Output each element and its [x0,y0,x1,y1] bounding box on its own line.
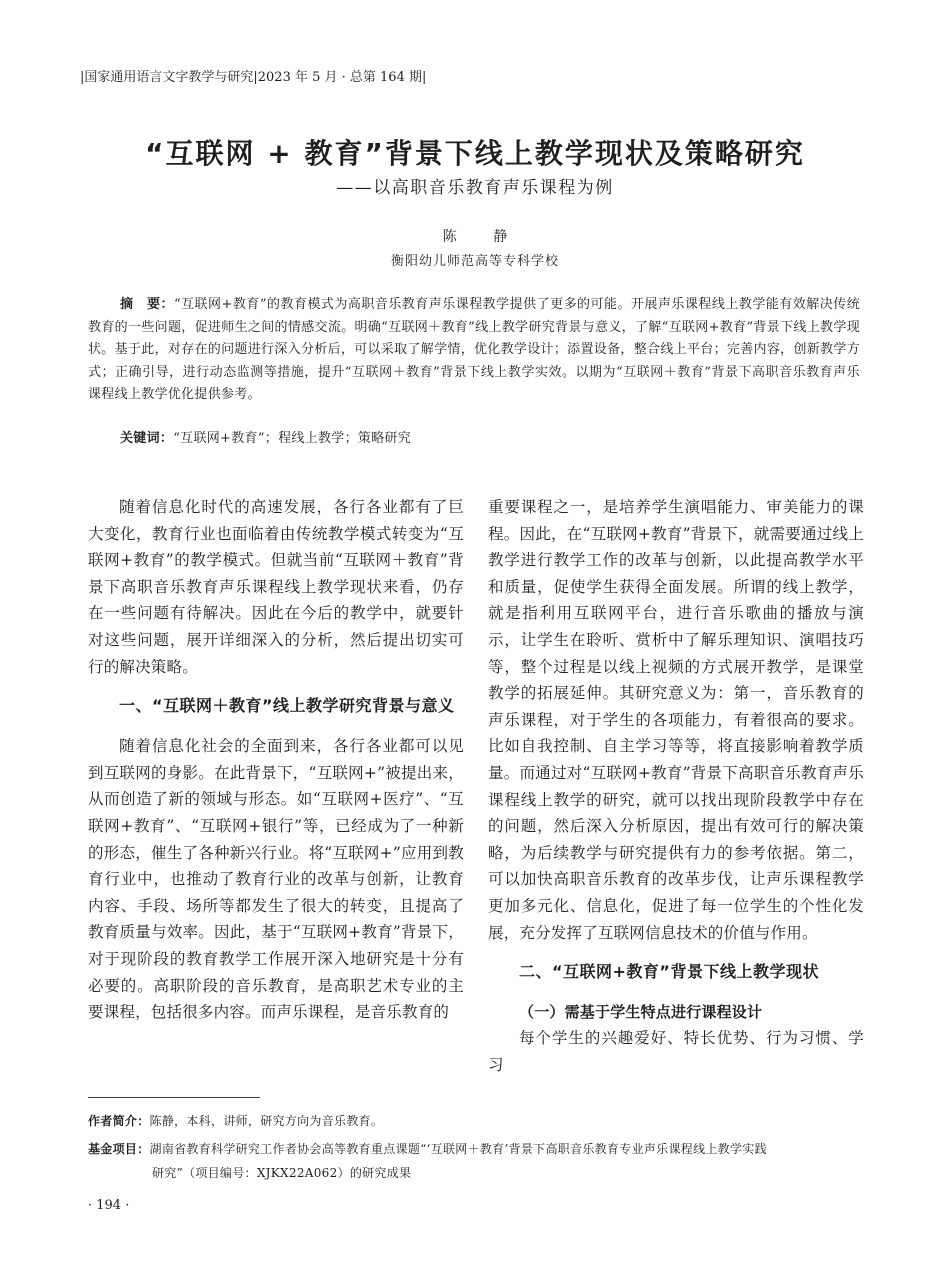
running-head: |国家通用语言文字教学与研究|2023 年 5 月 · 总第 164 期| [80,70,427,85]
abstract-label: 摘 要： [120,297,174,312]
article-subtitle: ——以高职音乐教育声乐课程为例 [336,178,614,198]
fund-footnote-continued: 研究”（项目编号：XJKX22A062）的研究成果 [152,1166,412,1180]
keywords-text: “互联网+教育”；程线上教学；策略研究 [173,431,412,446]
left-column [88,494,464,1026]
keywords [120,427,411,446]
abstract-text: “互联网+教育”的教育模式为高职音乐教育声乐课程教学提供了更多的可能。开展声乐课程线上教学能有效解决传统教育的一些问题，促进师生之间的情感交流。明确“互联网＋教育”线上教学研究背景与意义，了解“互联网+教育”背景下线上教学现状。基于此，对存在的问题进行深入分析后，可以采取了解学情，优化教学设计；添置设备，整合线上平台；完善内容，创新教学方式；正确引导，进行动态监测等措施，提升“互联网＋教育”背景下线上教学实效。以期为“互联网＋教育”背景下高职音乐教育声乐课程线上教学优化提供参考。 [88,297,860,402]
article-title: “互联网 + 教育”背景下线上教学现状及策略研究 [145,137,805,170]
section-1-heading: 一、“互联网＋教育”线上教学研究背景与意义 [119,696,455,716]
subsection-1-heading: （一）需基于学生特点进行课程设计 [519,1003,763,1022]
author-footnote-text: 陈静，本科，讲师，研究方向为音乐教育。 [149,1114,384,1128]
author-footnote [88,1112,383,1129]
author-name: 陈 静 [442,229,524,245]
footnote-divider [88,1097,260,1098]
section-2-heading: 二、“互联网+教育”背景下线上教学现状 [519,962,819,982]
page-number: · 194 · [88,1198,130,1213]
intro-paragraph: 随着信息化时代的高速发展，各行各业都有了巨大变化，教育行业也面临着由传统教学模式转变为“互联网+教育”的教学模式。但就当前“互联网＋教育”背景下高职音乐教育声乐课程线上教学现状来看，仍存在一些问题有待解决。因此在今后的教学中，就要针对这些问题，展开详细深入的分析，然后提出切实可行的解决策略。 [88,498,464,676]
author-footnote-label: 作者简介： [88,1114,150,1128]
keywords-label: 关键词： [120,431,174,446]
fund-footnote-text: 湖南省教育科学研究工作者协会高等教育重点课题“‘互联网＋教育’背景下高职音乐教育专业声乐课程线上教学实践 [149,1142,767,1156]
fund-footnote [88,1140,767,1157]
section-1-paragraph-continued: 重要课程之一，是培养学生演唱能力、审美能力的课程。因此，在“互联网+教育”背景下，就需要通过线上教学进行教学工作的改革与创新，以此提高教学水平和质量，促使学生获得全面发展。所谓的线上教学，就是指利用互联网平台，进行音乐歌曲的播放与演示，让学生在聆听、赏析中了解乐理知识、演唱技巧等，整个过程是以线上视频的方式展开教学，是课堂教学的拓展延伸。其研究意义为：第一，音乐教育的声乐课程，对于学生的各项能力，有着很高的要求。比如自我控制、自主学习等等，将直接影响着教学质量。而通过对“互联网+教育”背景下高职音乐教育声乐课程线上教学的研究，就可以找出现阶段教学中存在的问题，然后深入分析原因，提出有效可行的解决策略，为后续教学与研究提供有力的参考依据。第二，可以加快高职音乐教育的改革步伐，让声乐课程教学更加多元化、信息化，促进了每一位学生的个性化发展，充分发挥了互联网信息技术的价值与作用。 [488,498,864,942]
subsection-1-paragraph: 每个学生的兴趣爱好、特长优势、行为习惯、学习 [488,1029,864,1074]
section-1-paragraph: 随着信息化社会的全面到来，各行各业都可以见到互联网的身影。在此背景下，“互联网+”被提出来，从而创造了新的领域与形态。如“互联网+医疗”、“互联网+教育”、“互联网+银行”等，已经成为了一种新的形态，催生了各种新兴行业。将“互联网+”应用到教育行业中，也推动了教育行业的改革与创新，让教育内容、手段、场所等都发生了很大的转变，且提高了教育质量与效率。因此，基于“互联网+教育”背景下，对于现阶段的教育教学工作展开深入地研究是十分有必要的。高职阶段的音乐教育，是高职艺术专业的主要课程，包括很多内容。而声乐课程，是音乐教育的 [88,737,464,1022]
author-affiliation: 衡阳幼儿师范高等专科学校 [390,254,559,269]
abstract [88,294,860,407]
right-column [488,494,864,1078]
fund-footnote-label: 基金项目： [88,1142,150,1156]
